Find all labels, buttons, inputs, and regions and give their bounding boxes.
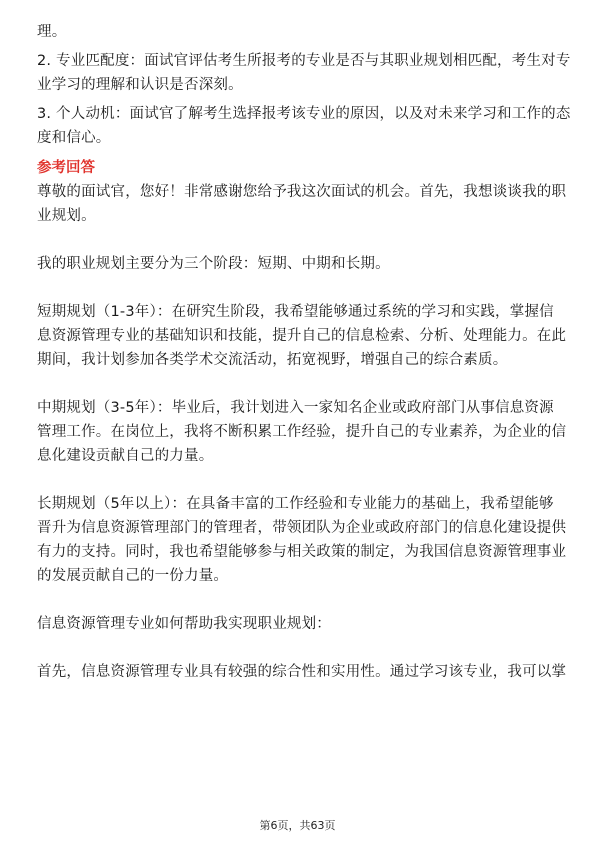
text-line: 2. 专业匹配度：面试官评估考生所报考的专业是否与其职业规划相匹配，考生对专 [37, 53, 571, 69]
text-line: 度和信心。 [37, 130, 111, 146]
paragraph-how-major-helps [37, 612, 562, 636]
text-line: 首先，信息资源管理专业具有较强的综合性和实用性。通过学习该专业，我可以掌 [37, 664, 567, 680]
text-line: 管理工作。在岗位上，我将不断积累工作经验，提升自己的专业素养，为企业的信 [37, 424, 567, 440]
text-line: 中期规划（3-5年）：毕业后，我计划进入一家知名企业或政府部门从事信息资源 [37, 400, 554, 416]
text-line: 我的职业规划主要分为三个阶段：短期、中期和长期。 [37, 256, 390, 272]
paragraph-long-term [37, 492, 567, 588]
paragraph-overview [37, 252, 562, 276]
text-line: 信息资源管理专业如何帮助我实现职业规划： [37, 616, 331, 632]
text-line: 理。 [37, 24, 67, 40]
text-line: 长期规划（5年以上）：在具备丰富的工作经验和专业能力的基础上，我希望能够 [37, 496, 554, 512]
criteria-item-major-match [37, 49, 571, 97]
paragraph-short-term [37, 300, 567, 372]
paragraph-greeting [37, 180, 567, 228]
page-footer: 第6页，共63页 [259, 819, 336, 832]
text-line: 3. 个人动机：面试官了解考生选择报考该专业的原因，以及对未来学习和工作的态 [37, 106, 571, 122]
paragraph-mid-term [37, 396, 567, 468]
criteria-item-continuation [37, 20, 562, 44]
text-line: 短期规划（1-3年）：在研究生阶段，我希望能够通过系统的学习和实践，掌握信 [37, 304, 554, 320]
text-line: 的发展贡献自己的一份力量。 [37, 568, 229, 584]
text-line: 期间，我计划参加各类学术交流活动，拓宽视野，增强自己的综合素质。 [37, 352, 508, 368]
paragraph-firstly [37, 660, 567, 684]
answer-heading: 参考回答 [37, 160, 95, 176]
text-line: 息资源管理专业的基础知识和技能，提升自己的信息检索、分析、处理能力。在此 [37, 328, 567, 344]
text-line: 晋升为信息资源管理部门的管理者，带领团队为企业或政府部门的信息化建设提供 [37, 520, 567, 536]
criteria-item-motivation [37, 102, 571, 150]
text-line: 业规划。 [37, 208, 96, 224]
text-line: 息化建设贡献自己的力量。 [37, 448, 214, 464]
text-line: 有力的支持。同时，我也希望能够参与相关政策的制定，为我国信息资源管理事业 [37, 544, 567, 560]
text-line: 尊敬的面试官，您好！非常感谢您给予我这次面试的机会。首先，我想谈谈我的职 [37, 184, 567, 200]
page-content [37, 20, 571, 684]
text-line: 业学习的理解和认识是否深刻。 [37, 77, 243, 93]
